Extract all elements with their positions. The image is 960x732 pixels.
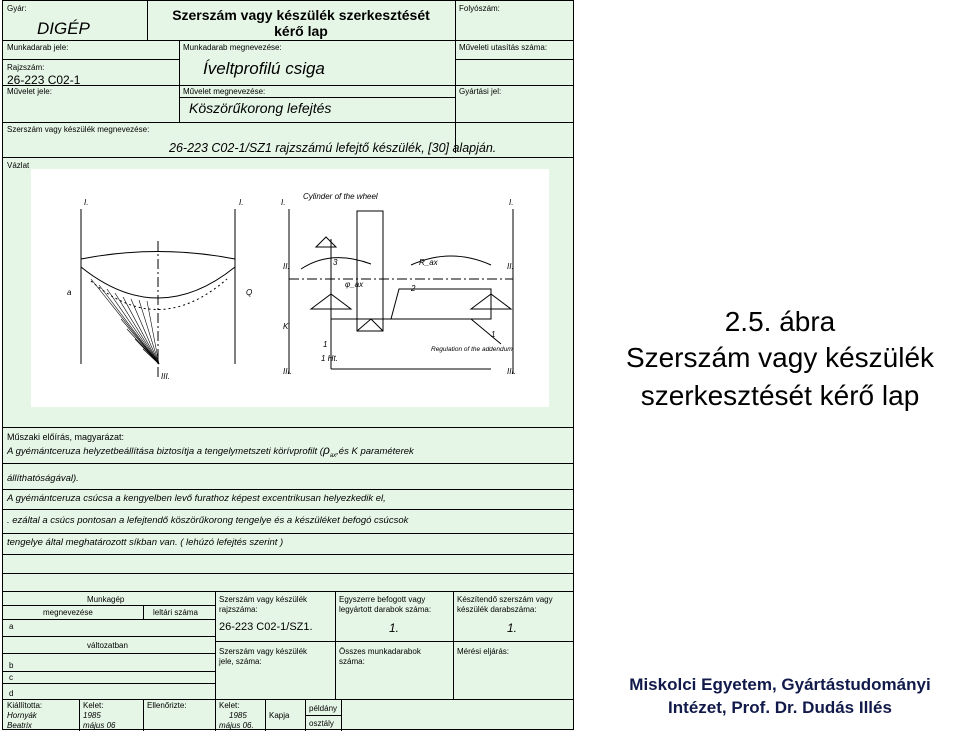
rho-subscript: ax	[329, 452, 337, 459]
munkadarab-megnevezese-label: Munkadarab megnevezése:	[183, 43, 282, 52]
osszes-label-2: száma:	[339, 657, 365, 666]
rajzszam-value: 26-223 C02-1	[7, 73, 81, 87]
drawing-label-11: 2	[411, 284, 416, 293]
drawing-label-18: III.	[283, 367, 292, 376]
muvelet-jele-label: Művelet jele:	[7, 87, 52, 96]
technical-line4: . ezáltal a csúcs pontosan a lefejtendő köszörűkorong tengelye és a készüléket befogó csúcsok	[7, 515, 409, 526]
institution-line1: Miskolci Egyetem, Gyártástudományi	[629, 675, 931, 694]
row-c-label: c	[9, 673, 13, 682]
ellenorizte-label: Ellenőrizte:	[147, 701, 187, 710]
rajzszama-label-2: rajzszáma:	[219, 605, 258, 614]
drawing-label-12: K	[283, 322, 289, 331]
figure-caption-line2: szerkesztését kérő lap	[640, 380, 920, 411]
rajzszam-label: Rajzszám:	[7, 63, 45, 72]
row-d-label: d	[9, 689, 14, 698]
drawing-label-17: III.	[161, 372, 170, 381]
gyar-label: Gyár:	[7, 4, 27, 13]
drawing-label-1: I.	[84, 198, 89, 207]
drawing-label-4: Cylinder of the wheel	[303, 192, 378, 201]
kiallitotta-name-1: Hornyák	[7, 711, 37, 720]
egyszerre-value: 1.	[389, 621, 400, 635]
form-title-line1: Szerszám vagy készülék szerkesztését	[172, 7, 430, 23]
technical-line1-b: ,és K paraméterek	[336, 446, 414, 457]
jele-label-1: Szerszám vagy készülék	[219, 647, 308, 656]
valtozatban-label: változatban	[87, 641, 128, 650]
osszes-label-1: Összes munkadarabok	[339, 647, 421, 656]
kelet2-label: Kelet:	[219, 701, 240, 710]
kiallitotta-label: Kiállította:	[7, 701, 43, 710]
drawing-label-21: Q	[246, 288, 253, 297]
drawing-svg	[31, 169, 549, 407]
kelet2-date: május 06.	[219, 721, 254, 730]
kiallitotta-name-2: Beatrix	[7, 721, 32, 730]
muvelet-megnevezese-value: Köszörűkorong lefejtés	[189, 100, 332, 116]
row-a-label: a	[9, 622, 14, 631]
institution-line2: Intézet, Prof. Dr. Dudás Illés	[668, 698, 892, 717]
gyar-value: DIGÉP	[37, 19, 90, 38]
kelet1-year: 1985	[83, 711, 101, 720]
kelet1-date: május 06	[83, 721, 116, 730]
technical-line5: tengelye által meghatározott síkban van. ( lehúzó lefejtés szerint )	[7, 537, 284, 548]
technical-label: Műszaki előírás, magyarázat:	[7, 432, 125, 442]
drawing-label-20: a	[67, 288, 72, 297]
form-title-line2: kérő lap	[274, 23, 328, 39]
rho-symbol: ρ	[322, 443, 330, 457]
muvelet-megnevezese-label: Művelet megnevezése:	[183, 87, 266, 96]
technical-drawing	[31, 169, 549, 407]
keszitendo-value: 1.	[507, 621, 518, 635]
drawing-label-5: I.	[509, 198, 514, 207]
munkadarab-jele-label: Munkadarab jele:	[7, 43, 69, 52]
keszitendo-label-2: készülék darabszáma:	[457, 605, 537, 614]
osztaly-label: osztály	[309, 719, 334, 728]
drawing-label-8: R_ax	[419, 258, 438, 267]
drawing-label-13: 1	[323, 340, 328, 349]
keszitendo-label-1: Készítendő szerszám vagy	[457, 595, 553, 604]
row-b-label: b	[9, 661, 14, 670]
figure-number: 2.5. ábra	[724, 306, 836, 337]
drawing-label-6: II.	[283, 262, 290, 271]
drawing-label-14: 1 Ht.	[321, 354, 338, 363]
megnevezese-label: megnevezése	[43, 608, 93, 617]
gyartasi-jel-label: Gyártási jel:	[459, 87, 502, 96]
kelet2-year: 1985	[229, 711, 247, 720]
egyszerre-label-1: Egyszerre befogott vagy	[339, 595, 426, 604]
drawing-label-16: 1	[491, 330, 496, 339]
folyoszam-label: Folyószám:	[459, 4, 500, 13]
rajzszama-label-1: Szerszám vagy készülék	[219, 595, 308, 604]
form-title	[151, 7, 451, 39]
vazlat-label: Vázlat	[7, 161, 30, 170]
kelet1-label: Kelet:	[83, 701, 104, 710]
rajzszama-value: 26-223 C02-1/SZ1.	[219, 621, 313, 633]
figure-caption-line1: Szerszám vagy készülék	[625, 342, 935, 373]
drawing-label-2: I.	[239, 198, 244, 207]
kapja-label: Kapja	[269, 711, 290, 720]
szerszam-megnevezese-label: Szerszám vagy készülék megnevezése:	[7, 125, 150, 134]
drawing-label-10: φ_ax	[345, 280, 364, 289]
muveleti-utasitas-label: Műveleti utasítás száma:	[459, 43, 548, 52]
munkadarab-megnevezese-value: Íveltprofilú csiga	[203, 59, 325, 78]
technical-line1-a: A gyémántceruza helyzetbeállítása biztosítja a tengelymetszeti körívprofilt (	[7, 446, 323, 457]
drawing-label-15: Regulation of the addendum	[431, 346, 513, 353]
egyszerre-label-2: legyártott darabok száma:	[339, 605, 432, 614]
technical-line2: állíthatóságával).	[7, 473, 79, 484]
szerszam-megnevezese-value: 26-223 C02-1/SZ1 rajzszámú lefejtő készülék, [30] alapján.	[169, 141, 497, 155]
peldany-label: példány	[309, 704, 338, 713]
drawing-label-7: 3	[333, 258, 338, 267]
jele-label-2: jele, száma:	[219, 657, 262, 666]
technical-line3: A gyémántceruza csúcsa a kengyelben levő furathoz képest excentrikusan helyezkedik el,	[7, 493, 386, 504]
drawing-label-3: I.	[281, 198, 286, 207]
munkagep-label: Munkagép	[87, 595, 125, 604]
request-form	[2, 0, 574, 730]
leltari-label: leltári száma	[153, 608, 198, 617]
drawing-label-19: III.	[507, 367, 516, 376]
drawing-label-9: II.	[507, 262, 514, 271]
meresi-label: Mérési eljárás:	[457, 647, 510, 656]
technical-line1	[7, 443, 414, 459]
